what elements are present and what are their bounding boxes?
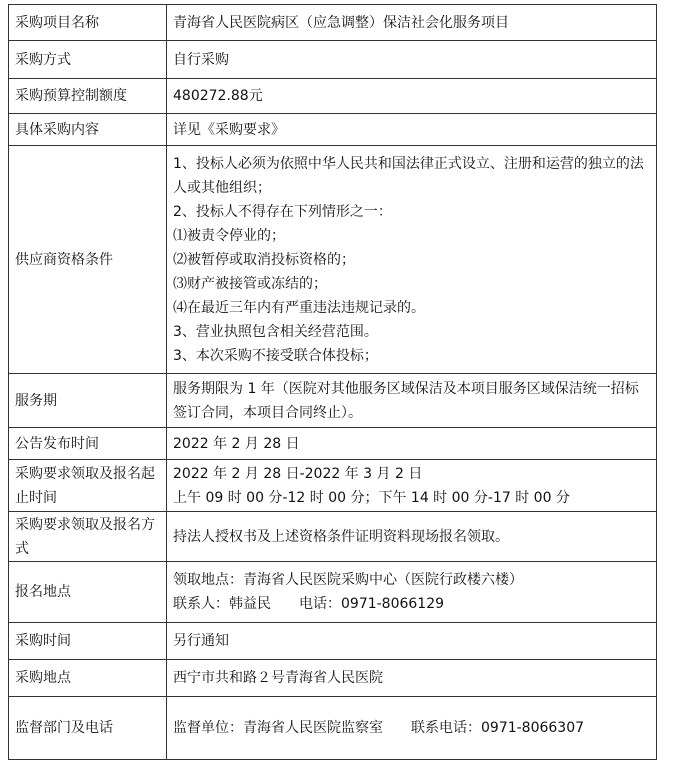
qual-line-8: 3、本次采购不接受联合体投标； (173, 347, 378, 364)
label-publish-time: 公告发布时间 (9, 428, 167, 460)
row-supervision (9, 697, 657, 760)
value-publish-time: 2022 年 2 月 28 日 (167, 428, 657, 460)
label-qualifications: 供应商资格条件 (9, 146, 167, 374)
value-registration-time (167, 460, 657, 512)
row-publish-time (9, 428, 657, 460)
procurement-table-wrapper (8, 4, 657, 760)
row-service-period (9, 374, 657, 428)
value-budget: 480272.88元 (167, 79, 657, 114)
row-procurement-time (9, 623, 657, 660)
label-supervision: 监督部门及电话 (9, 697, 167, 760)
reg-place-line-2: 联系人：韩益民 电话：0971-8066129 (173, 596, 445, 612)
value-qualifications (167, 146, 657, 374)
row-registration-method (9, 512, 657, 562)
value-procurement-method: 自行采购 (167, 41, 657, 79)
label-service-period: 服务期 (9, 374, 167, 428)
row-registration-time (9, 460, 657, 512)
reg-time-line-2: 上午 09 时 00 分-12 时 00 分；下午 14 时 00 分-17 时 00 分 (173, 489, 570, 506)
reg-time-line-1: 2022 年 2 月 28 日-2022 年 3 月 2 日 (173, 465, 423, 482)
label-content: 具体采购内容 (9, 114, 167, 146)
label-procurement-method: 采购方式 (9, 41, 167, 79)
qual-line-3: ⑴被责令停业的； (173, 227, 285, 244)
label-procurement-time: 采购时间 (9, 623, 167, 660)
value-project-name: 青海省人民医院病区（应急调整）保洁社会化服务项目 (167, 5, 657, 41)
row-budget (9, 79, 657, 114)
value-procurement-place: 西宁市共和路２号青海省人民医院 (167, 660, 657, 697)
qual-line-7: 3、营业执照包含相关经营范围。 (173, 323, 378, 340)
row-project-name (9, 5, 657, 41)
reg-place-line-1: 领取地点：青海省人民医院采购中心（医院行政楼六楼） (173, 572, 523, 588)
procurement-info-table (8, 4, 657, 760)
value-supervision: 监督单位：青海省人民医院监察室 联系电话：0971-8066307 (167, 697, 657, 760)
row-registration-place (9, 562, 657, 623)
qual-line-1: 1、投标人必须为依照中华人民共和国法律正式设立、注册和运营的独立的法人或其他组织； (173, 155, 644, 196)
qual-line-6: ⑷在最近三年内有严重违法违规记录的。 (173, 299, 425, 316)
value-registration-place (167, 562, 657, 623)
label-project-name: 采购项目名称 (9, 5, 167, 41)
value-service-period: 服务期限为 1 年（医院对其他服务区域保洁及本项目服务区域保洁统一招标签订合同，本项目合同终止）。 (167, 374, 657, 428)
qual-line-5: ⑶财产被接管或冻结的； (173, 275, 327, 292)
row-qualifications (9, 146, 657, 374)
row-procurement-method (9, 41, 657, 79)
label-registration-time: 采购要求领取及报名起止时间 (9, 460, 167, 512)
label-registration-method: 采购要求领取及报名方式 (9, 512, 167, 562)
row-content (9, 114, 657, 146)
value-registration-method: 持法人授权书及上述资格条件证明资料现场报名领取。 (167, 512, 657, 562)
qual-line-4: ⑵被暂停或取消投标资格的； (173, 251, 355, 268)
qual-line-2: 2、投标人不得存在下列情形之一： (173, 203, 392, 220)
value-content: 详见《采购要求》 (167, 114, 657, 146)
label-registration-place: 报名地点 (9, 562, 167, 623)
label-procurement-place: 采购地点 (9, 660, 167, 697)
row-procurement-place (9, 660, 657, 697)
value-procurement-time: 另行通知 (167, 623, 657, 660)
label-budget: 采购预算控制额度 (9, 79, 167, 114)
